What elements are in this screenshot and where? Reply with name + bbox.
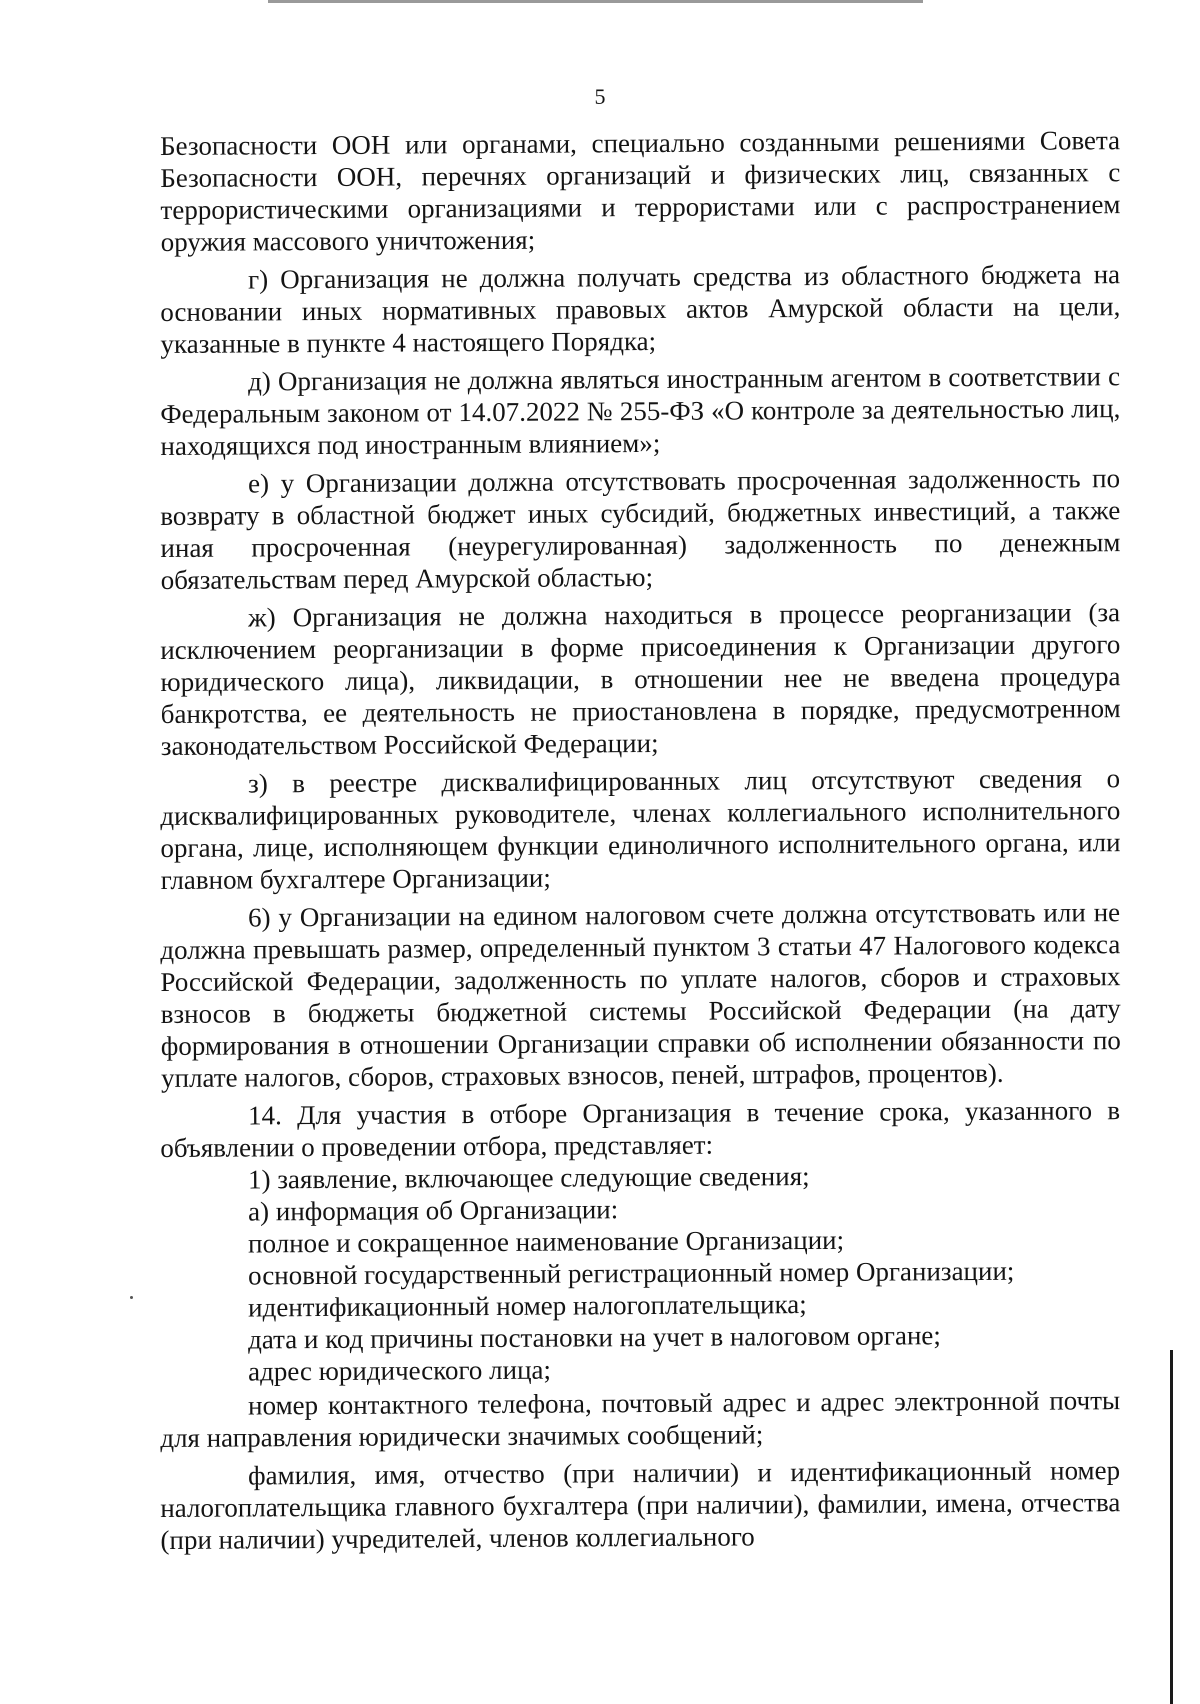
paragraph: з) в реестре дисквалифицированных лиц отсутствуют сведения о дисквалифицированных руководителе, членах коллегиального исполнительного органа, лице, исполняющем функции единоличного исполнительного органа, или главном бухгалтере Организации; xyxy=(160,763,1121,895)
scan-edge-right xyxy=(1170,1350,1173,1704)
paragraph: а) информация об Организации: xyxy=(248,1194,619,1227)
paragraph: 14. Для участия в отборе Организация в течение срока, указанного в объявлении о проведении отбора, представляет: xyxy=(160,1095,1121,1163)
paragraph: 1) заявление, включающее следующие сведения; xyxy=(248,1161,810,1195)
paragraph: д) Организация не должна являться иностранным агентом в соответствии с Федеральным законом от 14.07.2022 № 255-ФЗ «О контроле за деятельностью лиц, находящихся под иностранным влиянием»; xyxy=(160,361,1121,461)
paragraph: Безопасности ООН или органами, специально созданными решениями Совета Безопасности ООН, перечнях организаций и физических лиц, связанных с террористическими организациями и террористами или с распространением оружия массового уничтожения; xyxy=(160,125,1121,257)
paragraph: дата и код причины постановки на учет в налоговом органе; xyxy=(248,1320,941,1355)
paragraph: идентификационный номер налогоплательщика; xyxy=(248,1289,807,1323)
paragraph: г) Организация не должна получать средства из областного бюджета на основании иных нормативных правовых актов Амурской области на цели, указанные в пункте 4 настоящего Порядка; xyxy=(160,259,1121,359)
paragraph: основной государственный регистрационный номер Организации; xyxy=(248,1255,1015,1291)
paragraph: полное и сокращенное наименование Организации; xyxy=(248,1224,845,1259)
paragraph: адрес юридического лица; xyxy=(248,1354,552,1387)
paragraph: номер контактного телефона, почтовый адрес и адрес электронной почты для направления юридически значимых сообщений; xyxy=(160,1385,1121,1453)
paragraph: 6) у Организации на едином налоговом счете должна отсутствовать или не должна превышать размер, определенный пунктом 3 статьи 47 Налогового кодекса Российской Федерации, задолженность по уплате налогов, сборов и страховых взносов в бюджеты бюджетной системы Российской Федерации (на дату формирования в отношении Организации справки об исполнении обязанности по уплате налогов, сборов, страховых взносов, пеней, штрафов, процентов). xyxy=(160,897,1121,1093)
document-body xyxy=(160,125,1121,1556)
paragraph: фамилия, имя, отчество (при наличии) и идентификационный номер налогоплательщика главного бухгалтера (при наличии), фамилии, имена, отчества (при наличии) учредителей, членов коллегиального xyxy=(160,1455,1121,1555)
scan-speck xyxy=(130,1296,133,1299)
paragraph: е) у Организации должна отсутствовать просроченная задолженность по возврату в областной бюджет иных субсидий, бюджетных инвестиций, а также иная просроченная (неурегулированная) задолженность по денежным обязательствам перед Амурской областью; xyxy=(160,463,1121,595)
paragraph: ж) Организация не должна находиться в процессе реорганизации (за исключением реорганизации в форме присоединения к Организации другого юридического лица), ликвидации, в отношении нее не введена процедура банкротства, ее деятельность не приостановлена в порядке, предусмотренном законодательством Российской Федерации; xyxy=(160,597,1121,761)
scan-edge-top xyxy=(268,0,923,3)
page-number: 5 xyxy=(594,84,606,109)
